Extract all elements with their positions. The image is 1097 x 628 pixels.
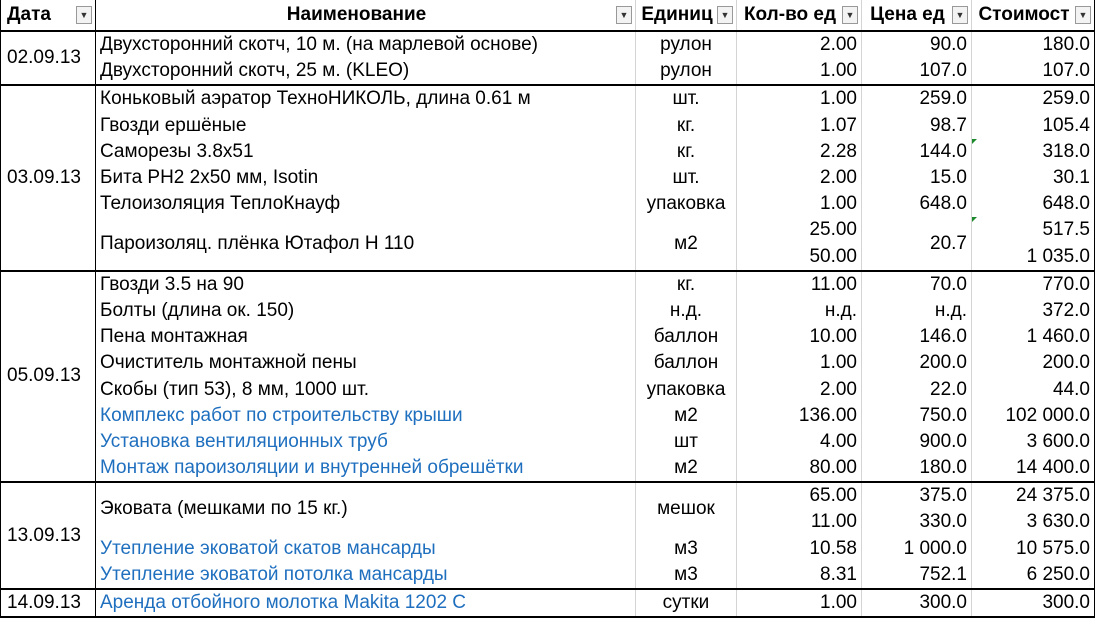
table-row: [1, 58, 1095, 85]
qty-cell[interactable]: 50.00: [737, 244, 862, 271]
qty-cell[interactable]: 65.00: [737, 482, 862, 509]
cost-cell[interactable]: 105.4: [972, 113, 1095, 139]
unit-cell[interactable]: баллон: [636, 350, 737, 376]
unit-cell[interactable]: кг.: [636, 139, 737, 165]
qty-cell[interactable]: 1.00: [737, 85, 862, 112]
unit-cell[interactable]: м2: [636, 217, 737, 270]
price-cell[interactable]: 20.7: [862, 217, 972, 270]
date-cell[interactable]: 02.09.13: [1, 31, 96, 85]
name-cell[interactable]: Двухсторонний скотч, 25 м. (KLEO): [96, 58, 636, 85]
header-price-label: Цена ед: [870, 4, 945, 25]
price-cell[interactable]: 330.0: [862, 509, 972, 535]
cost-cell[interactable]: 3 630.0: [972, 509, 1095, 535]
cost-cell[interactable]: 300.0: [972, 589, 1095, 617]
qty-cell[interactable]: 8.31: [737, 562, 862, 589]
name-cell[interactable]: Утепление эковатой потолка мансарды: [96, 562, 636, 589]
name-cell[interactable]: Очиститель монтажной пены: [96, 350, 636, 376]
price-cell[interactable]: 750.0: [862, 403, 972, 429]
cost-cell[interactable]: 200.0: [972, 350, 1095, 376]
price-cell[interactable]: 22.0: [862, 376, 972, 402]
table-row: [1, 482, 1095, 509]
price-cell[interactable]: 146.0: [862, 324, 972, 350]
unit-cell[interactable]: н.д.: [636, 298, 737, 324]
header-name-label: Наименование: [286, 4, 427, 25]
qty-cell[interactable]: 2.00: [737, 31, 862, 58]
unit-cell[interactable]: упаковка: [636, 376, 737, 402]
price-cell[interactable]: 1 000.0: [862, 536, 972, 562]
unit-cell[interactable]: рулон: [636, 58, 737, 85]
header-date-label: Дата: [7, 4, 51, 25]
name-cell[interactable]: Коньковый аэратор ТехноНИКОЛЬ, длина 0.61 м: [96, 85, 636, 112]
table-row: [1, 376, 1095, 402]
price-cell[interactable]: 180.0: [862, 455, 972, 482]
unit-cell[interactable]: м3: [636, 562, 737, 589]
cost-cell[interactable]: 372.0: [972, 298, 1095, 324]
price-cell[interactable]: 98.7: [862, 113, 972, 139]
header-row: [1, 0, 1095, 31]
qty-cell[interactable]: 1.07: [737, 113, 862, 139]
header-cost-label: Стоимост: [978, 4, 1070, 25]
cost-cell[interactable]: 648.0: [972, 191, 1095, 217]
unit-cell[interactable]: баллон: [636, 324, 737, 350]
table-row: [1, 562, 1095, 589]
unit-cell[interactable]: шт.: [636, 165, 737, 191]
table-row: [1, 113, 1095, 139]
qty-cell[interactable]: н.д.: [737, 298, 862, 324]
date-cell[interactable]: 13.09.13: [1, 482, 96, 589]
table-row: [1, 589, 1095, 617]
cost-cell[interactable]: 10 575.0: [972, 536, 1095, 562]
cost-cell[interactable]: 30.1: [972, 165, 1095, 191]
filter-dropdown-icon[interactable]: ▼: [842, 6, 858, 24]
price-cell[interactable]: 900.0: [862, 429, 972, 455]
header-name[interactable]: [96, 0, 636, 31]
cost-cell[interactable]: 44.0: [972, 376, 1095, 402]
table-body: [1, 31, 1095, 617]
table-row: [1, 350, 1095, 376]
table-row: [1, 455, 1095, 482]
price-cell[interactable]: 259.0: [862, 85, 972, 112]
name-cell[interactable]: Аренда отбойного молотка Makita 1202 С: [96, 589, 636, 617]
price-cell[interactable]: 752.1: [862, 562, 972, 589]
header-qty-label: Кол-во ед: [743, 4, 837, 25]
comment-indicator-icon: [972, 217, 977, 222]
name-cell[interactable]: Саморезы 3.8x51: [96, 139, 636, 165]
name-cell[interactable]: Пароизоляц. плёнка Ютафол Н 110: [96, 217, 636, 270]
price-cell[interactable]: 300.0: [862, 589, 972, 617]
name-cell[interactable]: Гвозди 3.5 на 90: [96, 271, 636, 298]
name-cell[interactable]: Гвозди ершёные: [96, 113, 636, 139]
header-cost[interactable]: [972, 0, 1095, 31]
name-cell[interactable]: Пена монтажная: [96, 324, 636, 350]
cost-cell[interactable]: 6 250.0: [972, 562, 1095, 589]
price-cell[interactable]: н.д.: [862, 298, 972, 324]
unit-cell[interactable]: упаковка: [636, 191, 737, 217]
cost-cell[interactable]: 517.5: [972, 217, 1095, 243]
unit-cell[interactable]: рулон: [636, 31, 737, 58]
name-cell[interactable]: Бита PH2 2x50 мм, Isotin: [96, 165, 636, 191]
name-cell[interactable]: Монтаж пароизоляции и внутренней обрешётки: [96, 455, 636, 482]
qty-cell[interactable]: 4.00: [737, 429, 862, 455]
date-cell[interactable]: 14.09.13: [1, 589, 96, 617]
filter-dropdown-icon[interactable]: ▼: [717, 6, 733, 24]
price-cell[interactable]: 375.0: [862, 482, 972, 509]
qty-cell[interactable]: 1.00: [737, 191, 862, 217]
price-cell[interactable]: 200.0: [862, 350, 972, 376]
price-cell[interactable]: 648.0: [862, 191, 972, 217]
filter-dropdown-icon[interactable]: ▼: [76, 6, 92, 24]
cost-cell[interactable]: 24 375.0: [972, 482, 1095, 509]
table-row: [1, 31, 1095, 58]
unit-cell[interactable]: мешок: [636, 482, 737, 535]
name-cell[interactable]: Установка вентиляционных труб: [96, 429, 636, 455]
table-row: [1, 536, 1095, 562]
table-row: [1, 271, 1095, 298]
qty-cell[interactable]: 1.00: [737, 58, 862, 85]
table-row: [1, 191, 1095, 217]
qty-cell[interactable]: 25.00: [737, 217, 862, 243]
name-cell[interactable]: Болты (длина ок. 150): [96, 298, 636, 324]
unit-cell[interactable]: м2: [636, 403, 737, 429]
unit-cell[interactable]: шт: [636, 429, 737, 455]
table-row: [1, 217, 1095, 243]
header-unit[interactable]: [636, 0, 737, 31]
unit-cell[interactable]: шт.: [636, 85, 737, 112]
price-cell[interactable]: 144.0: [862, 139, 972, 165]
table-row: [1, 324, 1095, 350]
qty-cell[interactable]: 11.00: [737, 271, 862, 298]
qty-cell[interactable]: 80.00: [737, 455, 862, 482]
qty-cell[interactable]: 10.00: [737, 324, 862, 350]
table-row: [1, 85, 1095, 112]
cost-cell[interactable]: 3 600.0: [972, 429, 1095, 455]
table-row: [1, 429, 1095, 455]
qty-cell[interactable]: 136.00: [737, 403, 862, 429]
cost-cell[interactable]: 107.0: [972, 58, 1095, 85]
header-unit-label: Единиц: [641, 4, 713, 25]
name-cell[interactable]: Скобы (тип 53), 8 мм, 1000 шт.: [96, 376, 636, 402]
table-row: [1, 139, 1095, 165]
qty-cell[interactable]: 1.00: [737, 350, 862, 376]
qty-cell[interactable]: 2.00: [737, 165, 862, 191]
table-row: [1, 298, 1095, 324]
cost-cell[interactable]: 14 400.0: [972, 455, 1095, 482]
price-cell[interactable]: 15.0: [862, 165, 972, 191]
comment-indicator-icon: [972, 139, 977, 144]
unit-cell[interactable]: м2: [636, 455, 737, 482]
name-cell[interactable]: Двухсторонний скотч, 10 м. (на марлевой основе): [96, 31, 636, 58]
filter-dropdown-icon[interactable]: ▼: [616, 6, 632, 24]
name-cell[interactable]: Телоизоляция ТеплоКнауф: [96, 191, 636, 217]
cost-cell[interactable]: 1 460.0: [972, 324, 1095, 350]
table-row: [1, 403, 1095, 429]
date-cell[interactable]: 03.09.13: [1, 85, 96, 270]
header-date[interactable]: [1, 0, 96, 31]
name-cell[interactable]: Комплекс работ по строительству крыши: [96, 403, 636, 429]
price-cell[interactable]: 90.0: [862, 31, 972, 58]
name-cell[interactable]: Утепление эковатой скатов мансарды: [96, 536, 636, 562]
unit-cell[interactable]: кг.: [636, 113, 737, 139]
qty-cell[interactable]: 2.28: [737, 139, 862, 165]
filter-dropdown-icon[interactable]: ▼: [952, 6, 968, 24]
cost-cell[interactable]: 770.0: [972, 271, 1095, 298]
unit-cell[interactable]: кг.: [636, 271, 737, 298]
header-price[interactable]: [862, 0, 972, 31]
header-qty[interactable]: [737, 0, 862, 31]
cost-cell[interactable]: 102 000.0: [972, 403, 1095, 429]
cost-cell[interactable]: 259.0: [972, 85, 1095, 112]
unit-cell[interactable]: сутки: [636, 589, 737, 617]
qty-cell[interactable]: 2.00: [737, 376, 862, 402]
cost-cell[interactable]: 180.0: [972, 31, 1095, 58]
table-row: [1, 165, 1095, 191]
qty-cell[interactable]: 11.00: [737, 509, 862, 535]
filter-dropdown-icon[interactable]: ▼: [1075, 6, 1091, 24]
name-cell[interactable]: Эковата (мешками по 15 кг.): [96, 482, 636, 535]
qty-cell[interactable]: 1.00: [737, 589, 862, 617]
date-cell[interactable]: 05.09.13: [1, 271, 96, 483]
cost-cell[interactable]: 1 035.0: [972, 244, 1095, 271]
price-cell[interactable]: 107.0: [862, 58, 972, 85]
unit-cell[interactable]: м3: [636, 536, 737, 562]
price-cell[interactable]: 70.0: [862, 271, 972, 298]
qty-cell[interactable]: 10.58: [737, 536, 862, 562]
cost-cell[interactable]: 318.0: [972, 139, 1095, 165]
